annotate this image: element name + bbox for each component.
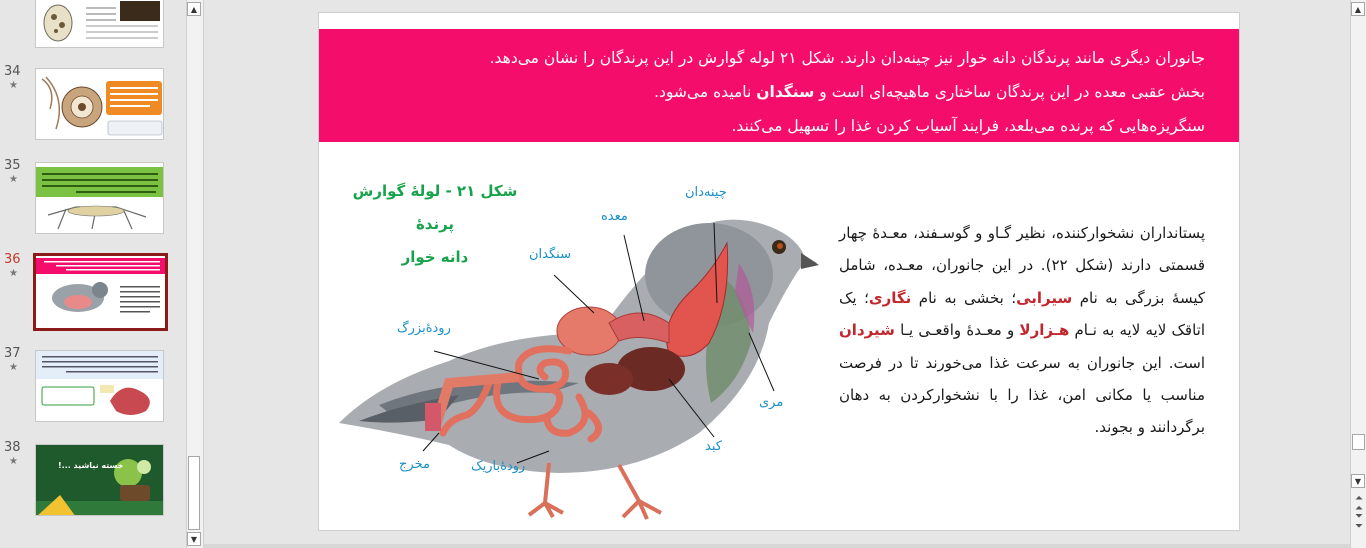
thumbnail-title: خسته نباشید ...! xyxy=(58,461,124,470)
slide-thumbnail-34[interactable] xyxy=(35,68,164,140)
label-small-intestine: رودهٔ‌باریک xyxy=(471,459,526,474)
body-text-box[interactable]: پستانداران نشخوارکننده، نظیر گـاو و گوسـفند، معـدهٔ چهار قسمتی دارند (شکل ۲۲). در این جانوران، معـده، شامل کیسهٔ بزرگی به نام سیرابی؛ بخشی به نام نگاری؛ یک اتاقک لایه لایه به نـام هـزارلا و معـدهٔ واقعـی یـا شیردان است. این جانوران به سرعت غذا می‌خورند تا در فرصت مناسب یا مکانی امن، غذا را با نشخوارکردن به دهان برگردانند و بجوند. xyxy=(839,224,1206,437)
slide-thumbnail-36-selected[interactable] xyxy=(33,253,168,331)
term-reticulum: نگاری xyxy=(868,288,912,307)
slide-number: 35 xyxy=(4,158,21,173)
term-omasum: هـزارلا xyxy=(1019,321,1070,340)
animation-star-icon: ★ xyxy=(9,174,18,185)
intro-line-2: بخش عقبی معده در این پرندگان ساختاری ماهیچه‌ای است و سنگدان نامیده می‌شود. xyxy=(654,83,1205,101)
term-rumen: سیرابی xyxy=(1016,288,1073,307)
label-liver: کبد xyxy=(705,439,722,454)
intro-text-box[interactable] xyxy=(319,29,1239,142)
bird-digestive-system-figure[interactable] xyxy=(339,183,819,523)
horizontal-scroll-track xyxy=(204,544,1350,548)
slide-number: 38 xyxy=(4,440,21,455)
label-gizzard: سنگدان xyxy=(529,247,571,262)
next-slide-icon[interactable]: ⏷ ⏷ xyxy=(1355,511,1363,532)
thumbnail-scrollbar[interactable] xyxy=(186,0,204,548)
animation-star-icon: ★ xyxy=(9,456,18,467)
label-esophagus: مری xyxy=(759,395,784,410)
previous-slide-icon[interactable]: ⏶ ⏶ xyxy=(1355,493,1363,514)
scrollbar-thumb[interactable] xyxy=(188,456,200,530)
animation-star-icon: ★ xyxy=(9,362,18,373)
animation-star-icon: ★ xyxy=(9,80,18,91)
slide-number: 37 xyxy=(4,346,21,361)
label-crop: چینه‌دان xyxy=(685,185,727,200)
slide-number: 36 xyxy=(4,252,21,267)
term-gizzard: سنگدان xyxy=(756,83,815,101)
scroll-up-arrow-icon[interactable]: ▲ xyxy=(1351,2,1365,16)
slide-thumbnail-pane xyxy=(0,0,186,548)
label-stomach: معده xyxy=(601,209,628,224)
label-cloaca: مخرج xyxy=(399,457,430,472)
slide-number: 34 xyxy=(4,64,21,79)
figure-caption[interactable]: شکل ۲۱ - لولهٔ گوارش پرندهٔ دانه خوار xyxy=(352,182,518,266)
term-abomasum: شیردان xyxy=(839,321,895,340)
scroll-up-arrow-icon[interactable]: ▲ xyxy=(187,2,201,16)
slide-canvas[interactable] xyxy=(318,12,1240,531)
intro-line-1: جانوران دیگری مانند پرندگان دانه خوار نیز چینه‌دان دارند. شکل ۲۱ لوله گوارش در این پرندگان را نشان می‌دهد. xyxy=(489,49,1205,67)
label-large-intestine: رودهٔ‌بزرگ xyxy=(397,321,451,336)
scrollbar-thumb[interactable] xyxy=(1352,434,1365,450)
slide-thumbnail-38[interactable] xyxy=(35,444,164,516)
slide-thumbnail-35[interactable] xyxy=(35,162,164,234)
slide-edit-area xyxy=(204,0,1350,548)
slide-thumbnail-37[interactable] xyxy=(35,350,164,422)
scroll-down-arrow-icon[interactable]: ▼ xyxy=(1351,474,1365,488)
animation-star-icon: ★ xyxy=(9,268,18,279)
slide-scrollbar[interactable] xyxy=(1350,0,1366,548)
intro-line-3: سنگریزه‌هایی که پرنده می‌بلعد، فرایند آسیاب کردن غذا را تسهیل می‌کنند. xyxy=(731,117,1205,135)
scroll-down-arrow-icon[interactable]: ▼ xyxy=(187,532,201,546)
slide-thumbnail-33[interactable] xyxy=(35,0,164,48)
